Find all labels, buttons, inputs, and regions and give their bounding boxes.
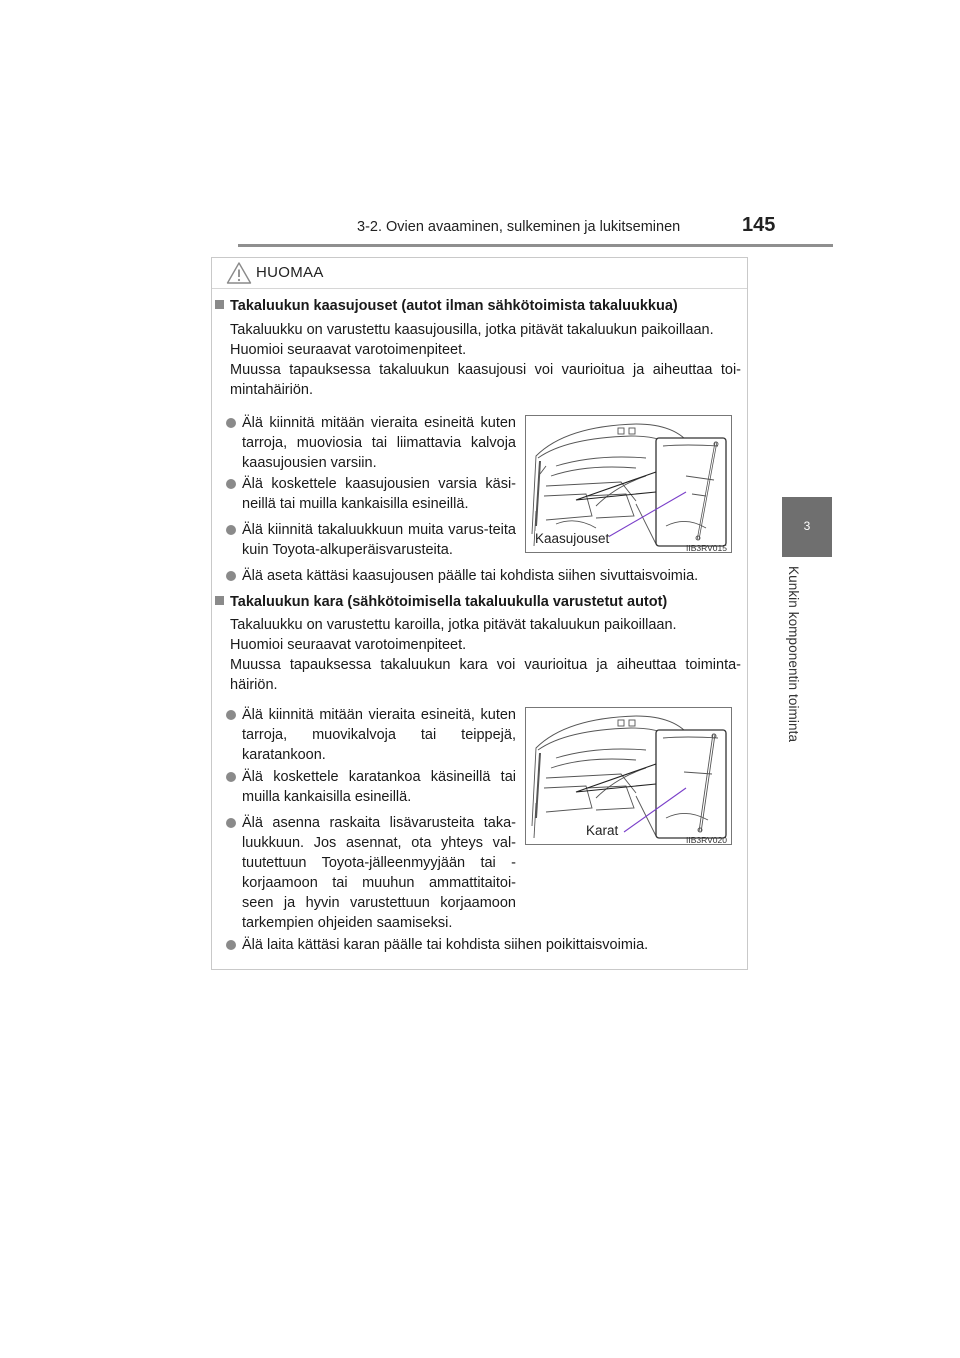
figure-code: IIB3RV020 xyxy=(686,835,727,845)
section2-bullet-3: Älä asenna raskaita lisävarusteita taka-luukkuun. Jos asennat, ota yhteys val-tuutettuun Toyota-jälleenmyyjään tai -korjaamoon tai muuhun ammattitaitoi-seen ja hyvin varustettuun korjaamoon tarkempien ohjeiden saamiseksi. xyxy=(226,813,516,933)
strut-label: Karat xyxy=(586,823,619,838)
section2-heading xyxy=(215,592,735,612)
section1-line-1: Takaluukku on varustettu kaasujousilla, jotka pitävät takaluukun paikoillaan. xyxy=(230,322,714,338)
section1-line-2: Huomioi seuraavat varotoimenpiteet. xyxy=(230,342,467,358)
strut-figure xyxy=(525,707,732,845)
section2-line-3: Muussa tapauksessa takaluukun kara voi vaurioitua ja aiheuttaa toiminta-häiriön. xyxy=(230,657,741,693)
section2-bullet-4: Älä laita kättäsi karan päälle tai kohdista siihen poikittaisvoimia. xyxy=(226,935,741,955)
gas-spring-figure xyxy=(525,415,732,553)
bullet-dot-icon xyxy=(226,479,236,489)
section1-heading xyxy=(215,296,735,316)
caution-header xyxy=(212,258,747,289)
section2-bullet-2: Älä koskettele karatankoa käsineillä tai muilla kankaisilla esineillä. xyxy=(226,767,516,807)
section2-line-2: Huomioi seuraavat varotoimenpiteet. xyxy=(230,637,467,653)
bullet-dot-icon xyxy=(226,818,236,828)
section1-paragraph xyxy=(230,320,741,400)
section2-paragraph xyxy=(230,615,741,695)
chapter-tab xyxy=(782,497,832,557)
section-title: 3-2. Ovien avaaminen, sulkeminen ja lukitseminen xyxy=(357,219,681,235)
chapter-number: 3 xyxy=(803,519,811,533)
gas-spring-label: Kaasujouset xyxy=(535,531,610,546)
square-bullet-icon xyxy=(215,596,224,605)
square-bullet-icon xyxy=(215,300,224,309)
chapter-label: Kunkin komponentin toiminta xyxy=(786,566,801,743)
page-number: 145 xyxy=(742,214,776,236)
section2-heading-text: Takaluukun kara (sähkötoimisella takaluukulla varustetut autot) xyxy=(230,594,668,610)
section1-line-3: Muussa tapauksessa takaluukun kaasujousi voi vaurioitua ja aiheuttaa toi-mintahäiriön. xyxy=(230,362,741,398)
section1-bullet-2: Älä koskettele kaasujousien varsia käsi-neillä tai muilla kankaisilla esineillä. xyxy=(226,474,516,514)
header-divider xyxy=(238,244,833,247)
section1-heading-text: Takaluukun kaasujouset (autot ilman sähkötoimista takaluukkua) xyxy=(230,298,678,314)
section1-bullet-3: Älä kiinnitä takaluukkuun muita varus-teita kuin Toyota-alkuperäisvarusteita. xyxy=(226,520,516,560)
bullet-dot-icon xyxy=(226,571,236,581)
section1-bullet-4: Älä aseta kättäsi kaasujousen päälle tai kohdista siihen sivuttaisvoimia. xyxy=(226,566,741,586)
section2-line-1: Takaluukku on varustettu karoilla, jotka pitävät takaluukun paikoillaan. xyxy=(230,617,677,633)
bullet-dot-icon xyxy=(226,418,236,428)
section1-bullet-1: Älä kiinnitä mitään vieraita esineitä kuten tarroja, muoviosia tai liimattavia kalvoja kaasujousien varsiin. xyxy=(226,413,516,473)
bullet-dot-icon xyxy=(226,940,236,950)
bullet-dot-icon xyxy=(226,525,236,535)
section2-bullet-1: Älä kiinnitä mitään vieraita esineitä, kuten tarroja, muovikalvoja tai teippejä, karatankoon. xyxy=(226,705,516,765)
warning-triangle-icon xyxy=(226,261,252,285)
bullet-dot-icon xyxy=(226,710,236,720)
figure-code: IIB3RV015 xyxy=(686,543,727,553)
caution-title: HUOMAA xyxy=(256,264,324,281)
bullet-dot-icon xyxy=(226,772,236,782)
tailgate-strut-illustration xyxy=(526,708,732,845)
